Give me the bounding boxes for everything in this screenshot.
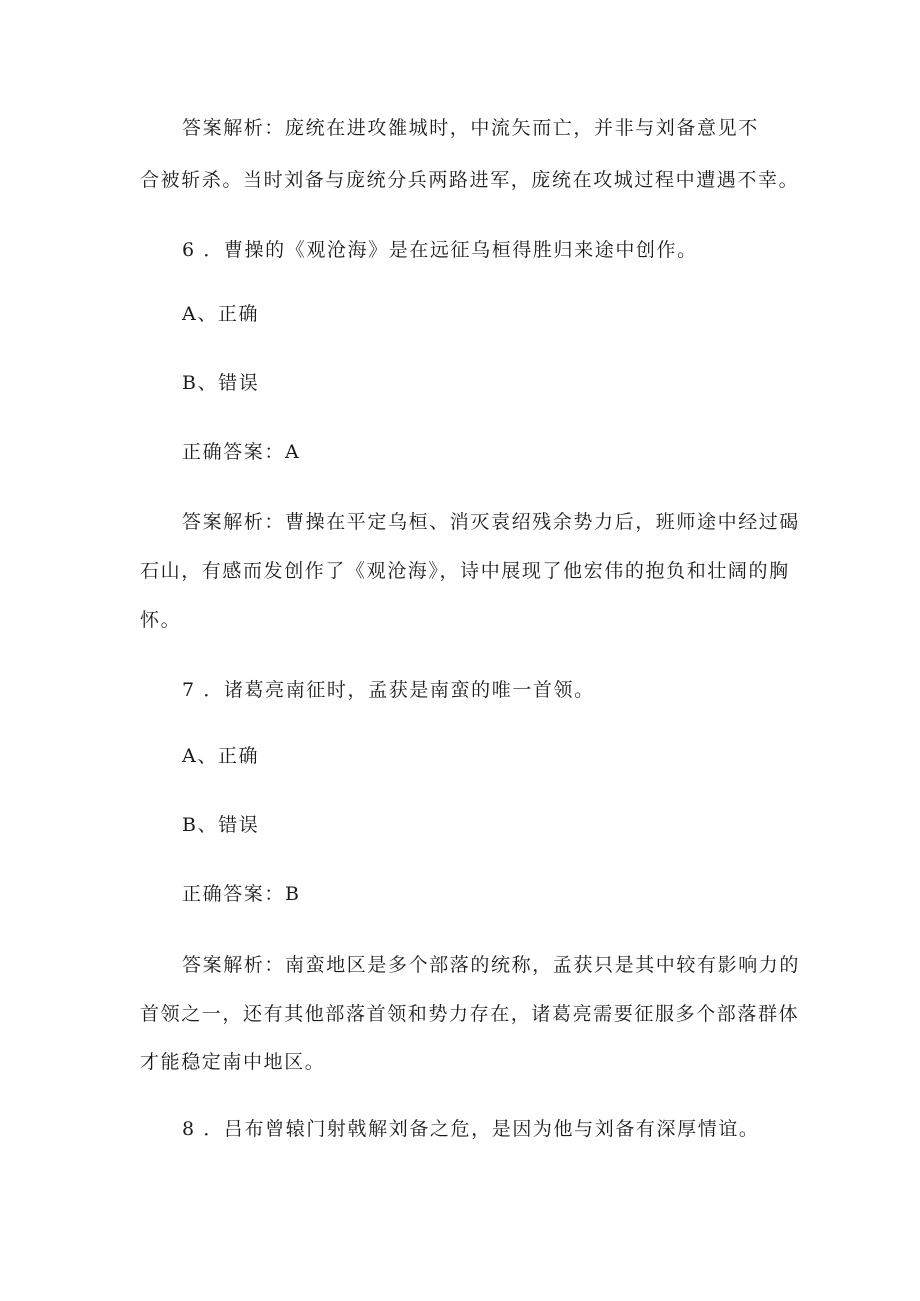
question-6-answer: 正确答案：A <box>182 441 301 463</box>
explanation-line: 答案解析：庞统在进攻雒城时，中流矢而亡，并非与刘备意见不 <box>182 117 759 139</box>
explanation-line: 合被斩杀。当时刘备与庞统分兵两路进军，庞统在攻城过程中遭遇不幸。 <box>140 169 800 191</box>
question-7-option-b: B、错误 <box>182 814 260 836</box>
question-6-option-b: B、错误 <box>182 372 260 394</box>
question-6-text: 6 ．曹操的《观沧海》是在远征乌桓得胜归来途中创作。 <box>182 239 698 261</box>
question-7-option-a: A、正确 <box>182 745 260 767</box>
question-7-text: 7 ．诸葛亮南征时，孟获是南蛮的唯一首领。 <box>182 679 595 701</box>
question-6-option-a: A、正确 <box>182 303 260 325</box>
question-7-answer: 正确答案：B <box>182 883 301 905</box>
explanation-line: 答案解析：南蛮地区是多个部落的统称，孟获只是其中较有影响力的 <box>182 954 801 976</box>
question-8-text: 8 ．吕布曾辕门射戟解刘备之危，是因为他与刘备有深厚情谊。 <box>182 1118 760 1140</box>
explanation-line: 首领之一，还有其他部落首领和势力存在，诸葛亮需要征服多个部落群体 <box>140 1003 800 1025</box>
explanation-line: 才能稳定南中地区。 <box>140 1051 326 1073</box>
explanation-line: 怀。 <box>140 609 182 631</box>
explanation-line: 石山，有感而发创作了《观沧海》，诗中展现了他宏伟的抱负和壮阔的胸 <box>140 560 790 582</box>
explanation-line: 答案解析：曹操在平定乌桓、消灭袁绍残余势力后，班师途中经过碣 <box>182 511 801 533</box>
